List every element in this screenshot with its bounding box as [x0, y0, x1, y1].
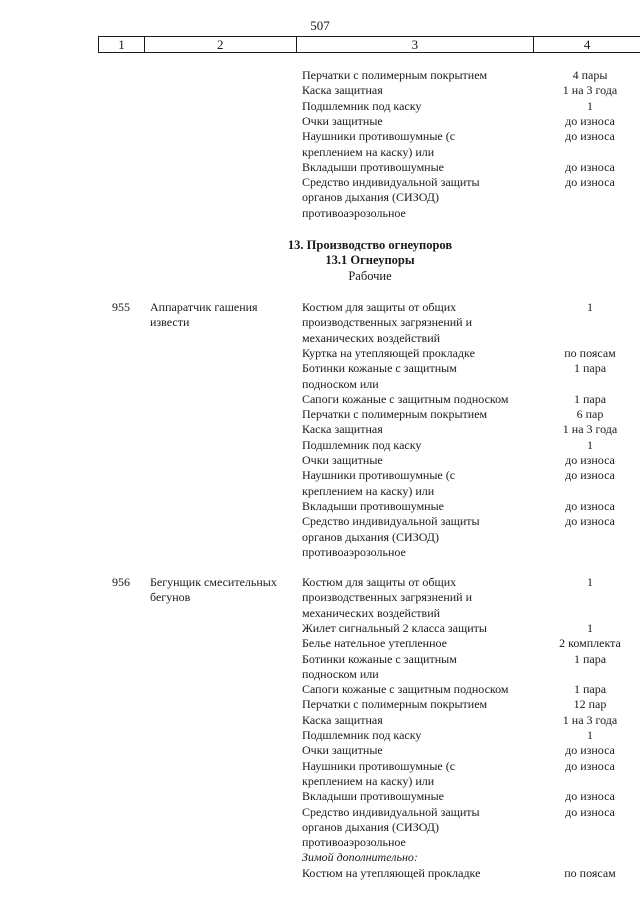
top-norm-0: 4 пары	[572, 68, 608, 82]
top-item-2-line-0: Подшлемник под каску	[302, 98, 422, 113]
profession-956-norm-11: до износа	[565, 804, 615, 819]
profession-956-item-9-line-0: Наушники противошумные (с	[302, 758, 456, 773]
profession-956-item-11-line-1: органов дыхания (СИЗОД)	[302, 819, 439, 834]
top-item-4-line-1: креплением на каску) или	[302, 144, 435, 159]
top-norm-5: до износа	[565, 159, 615, 174]
profession-955-item-3-line-0: Сапоги кожаные с защитным подноском	[302, 391, 509, 406]
profession-956-item-8-line-0: Очки защитные	[302, 743, 383, 758]
header-col-1: 1	[99, 37, 145, 52]
profession-955-item-2-line-0: Ботинки кожаные с защитным	[302, 361, 457, 376]
table-header-row	[98, 36, 640, 53]
profession-956-norm-7: 1	[587, 728, 593, 742]
profession-955-norm-9: до износа	[565, 498, 615, 513]
header-col-4: 4	[583, 37, 591, 52]
top-item-4-line-0: Наушники противошумные (с	[302, 129, 456, 144]
profession-955-item-8-line-0: Наушники противошумные (с	[302, 468, 456, 483]
section-title: 13. Производство огнеупоров	[287, 238, 453, 252]
top-item-0-line-0: Перчатки с полимерным покрытием	[302, 68, 488, 82]
profession-956-number: 956	[112, 575, 130, 589]
profession-955-norm-4: 6 пар	[576, 407, 604, 422]
top-norm-2: 1	[587, 98, 593, 113]
profession-956-name-line-1: бегунов	[150, 590, 191, 605]
profession-955-norm-6: 1	[587, 437, 593, 452]
profession-955-norm-8: до износа	[565, 468, 615, 483]
profession-956-norm-13: по поясам	[564, 865, 616, 880]
profession-955-name-line-0: Аппаратчик гашения	[150, 300, 258, 314]
profession-955-item-2-line-1: подноском или	[302, 376, 379, 391]
top-norm-3: до износа	[565, 113, 615, 128]
profession-955-item-10-line-0: Средство индивидуальной защиты	[302, 514, 480, 529]
profession-956-norm-1: 1	[587, 620, 593, 635]
profession-955-name-line-1: извести	[150, 315, 190, 330]
profession-955-item-10-line-1: органов дыхания (СИЗОД)	[302, 529, 439, 544]
profession-955-item-0-line-1: производственных загрязнений и	[302, 315, 473, 330]
top-item-3-line-0: Очки защитные	[302, 113, 383, 128]
profession-955-norm-1: по поясам	[564, 345, 616, 360]
profession-956-item-0-line-2: механических воздействий	[302, 605, 441, 620]
profession-956-item-2-line-0: Белье нательное утепленное	[302, 636, 447, 651]
profession-955-item-4-line-0: Перчатки с полимерным покрытием	[302, 407, 488, 422]
profession-955-item-9-line-0: Вкладыши противошумные	[302, 498, 444, 513]
profession-955-item-10-line-2: противоаэрозольное	[302, 544, 406, 559]
top-item-1-line-0: Каска защитная	[302, 83, 383, 98]
profession-955-item-0-line-2: механических воздействий	[302, 330, 441, 345]
profession-955-item-5-line-0: Каска защитная	[302, 422, 383, 437]
profession-956-item-9-line-1: креплением на каску) или	[302, 773, 435, 788]
profession-955-norm-5: 1 на 3 года	[562, 422, 618, 437]
top-item-6-line-2: противоаэрозольное	[302, 205, 406, 220]
profession-956-item-5-line-0: Перчатки с полимерным покрытием	[302, 697, 488, 712]
profession-955-norm-10: до износа	[565, 514, 615, 529]
section-subtitle: 13.1 Огнеупоры	[325, 253, 415, 267]
profession-956-name-line-0: Бегунщик смесительных	[150, 575, 277, 589]
profession-956-item-0-line-0: Костюм для защиты от общих	[302, 575, 457, 589]
top-norm-1: 1 на 3 года	[562, 83, 618, 98]
section-group: Рабочие	[348, 269, 392, 283]
profession-956-item-11-line-2: противоаэрозольное	[302, 835, 406, 850]
header-col-2: 2	[145, 37, 297, 52]
top-item-5-line-0: Вкладыши противошумные	[302, 159, 444, 174]
profession-956-norm-10: до износа	[565, 789, 615, 804]
profession-956-item-3-line-1: подноском или	[302, 666, 379, 681]
profession-956-item-7-line-0: Подшлемник под каску	[302, 728, 422, 742]
profession-956-norm-0: 1	[587, 575, 593, 589]
profession-956-norm-9: до износа	[565, 758, 615, 773]
profession-956-item-4-line-0: Сапоги кожаные с защитным подноском	[302, 682, 509, 697]
top-norm-6: до износа	[565, 175, 615, 190]
profession-956-item-6-line-0: Каска защитная	[302, 712, 383, 727]
profession-956-item-10-line-0: Вкладыши противошумные	[302, 789, 444, 804]
profession-955-item-7-line-0: Очки защитные	[302, 453, 383, 467]
profession-955-norm-3: 1 пара	[573, 391, 607, 406]
top-item-6-line-1: органов дыхания (СИЗОД)	[302, 190, 439, 205]
profession-955-number: 955	[112, 300, 130, 314]
profession-956-norm-3: 1 пара	[573, 651, 607, 666]
profession-956-norm-2: 2 комплекта	[559, 636, 621, 651]
profession-956-norm-4: 1 пара	[573, 682, 607, 697]
top-norm-4: до износа	[565, 129, 615, 144]
profession-956-item-12-line-0: Зимой дополнительно:	[302, 850, 418, 865]
page-number: 507	[310, 18, 330, 33]
profession-956-norm-5: 12 пар	[573, 697, 607, 712]
profession-955-norm-2: 1 пара	[573, 361, 607, 376]
profession-956-item-0-line-1: производственных загрязнений и	[302, 590, 473, 605]
profession-956-item-1-line-0: Жилет сигнальный 2 класса защиты	[302, 620, 487, 635]
profession-955-item-6-line-0: Подшлемник под каску	[302, 437, 422, 452]
profession-956-norm-8: до износа	[565, 743, 615, 758]
header-col-3: 3	[297, 37, 535, 52]
profession-955-item-8-line-1: креплением на каску) или	[302, 483, 435, 498]
profession-955-norm-7: до износа	[565, 453, 615, 467]
profession-955-item-1-line-0: Куртка на утепляющей прокладке	[302, 345, 475, 360]
profession-955-norm-0: 1	[587, 300, 593, 314]
profession-956-item-3-line-0: Ботинки кожаные с защитным	[302, 651, 457, 666]
profession-956-item-13-line-0: Костюм на утепляющей прокладке	[302, 865, 481, 880]
profession-956-norm-6: 1 на 3 года	[562, 712, 618, 727]
profession-956-item-11-line-0: Средство индивидуальной защиты	[302, 804, 480, 819]
profession-955-item-0-line-0: Костюм для защиты от общих	[302, 300, 457, 314]
top-item-6-line-0: Средство индивидуальной защиты	[302, 175, 480, 190]
